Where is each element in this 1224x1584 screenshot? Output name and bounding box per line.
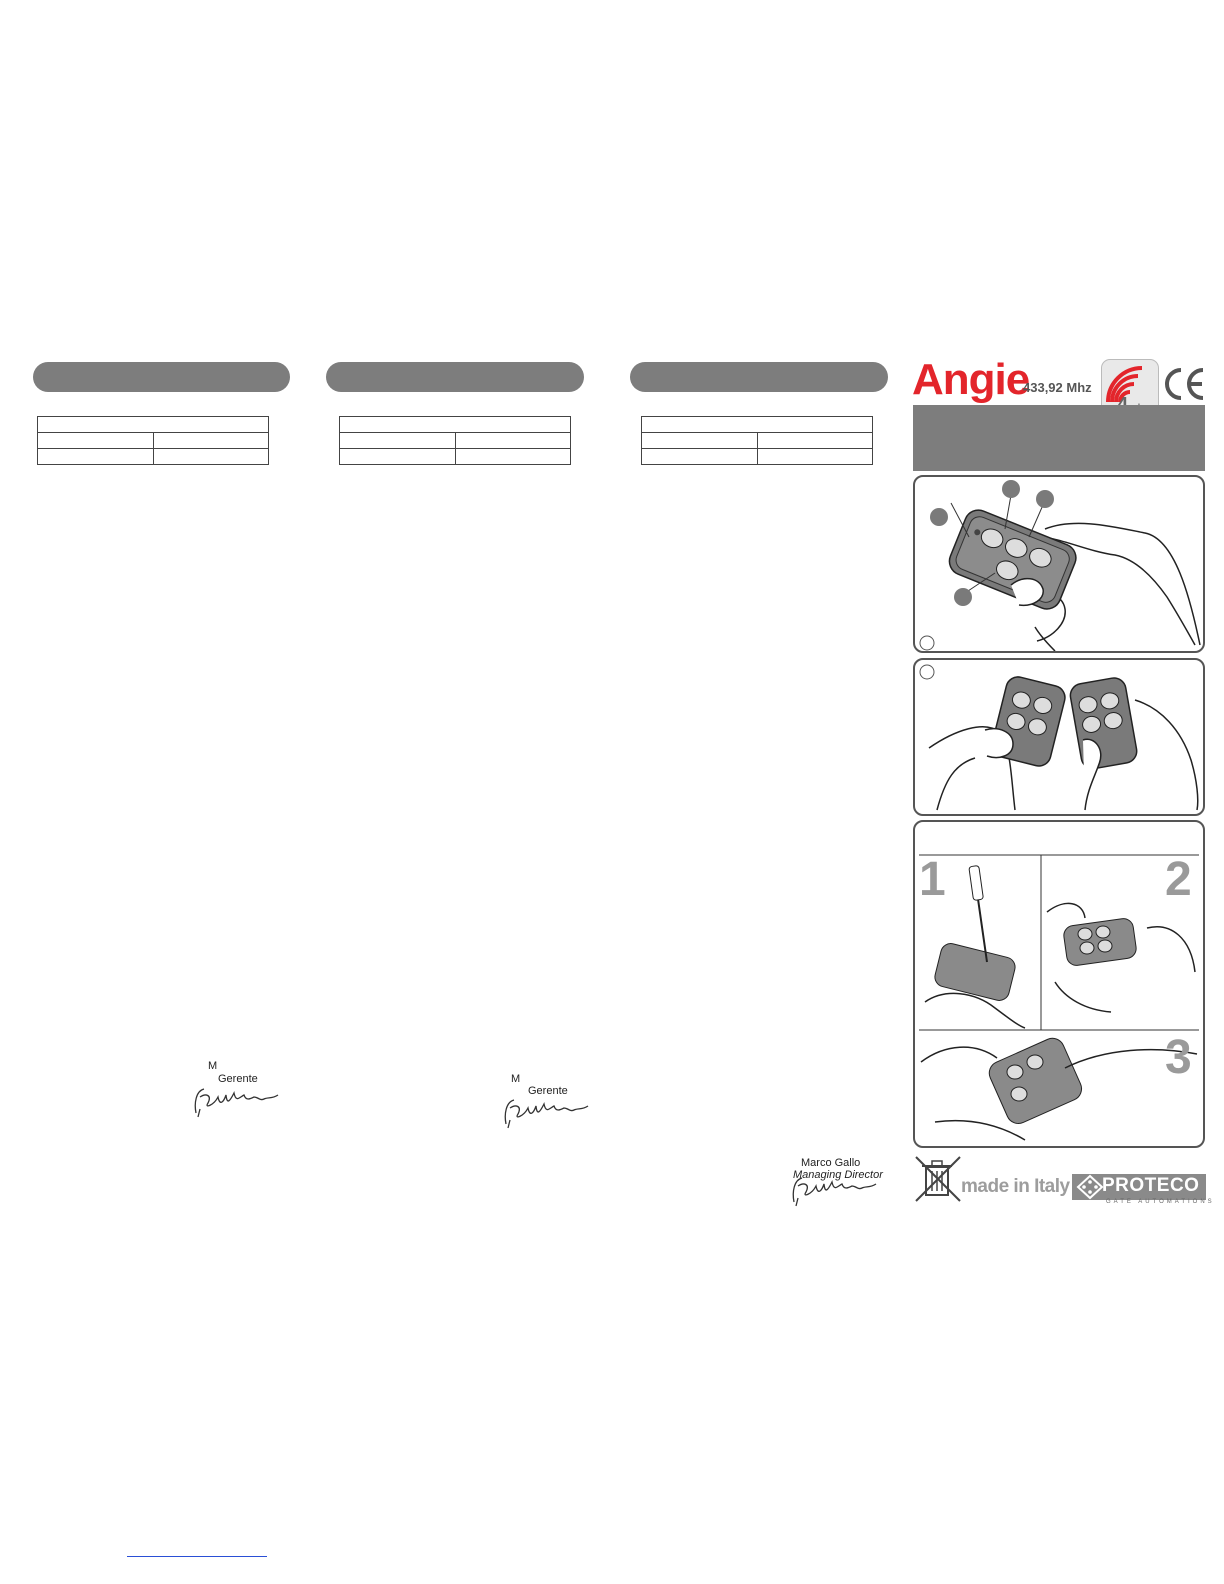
spec-cell (153, 433, 269, 449)
column-1-header-bar (33, 362, 290, 392)
handwritten-signature-3 (788, 1172, 883, 1210)
callout-marker (1002, 480, 1020, 498)
ce-mark-icon (1162, 366, 1208, 402)
steps-grid-lines (915, 822, 1203, 1146)
remote-diagram-panel (913, 475, 1205, 653)
column-3-header-bar (630, 362, 888, 392)
spec-cell (38, 433, 154, 449)
callout-marker (1036, 490, 1054, 508)
step-number-1: 1 (919, 853, 946, 906)
column-2-header-bar (326, 362, 584, 392)
spec-cell (340, 449, 456, 465)
crossed-bin-icon (912, 1153, 964, 1205)
brand-name: Angie (912, 355, 1030, 404)
spec-cell (455, 433, 571, 449)
spec-table-header-cell (340, 417, 571, 433)
handwritten-signature-1 (190, 1083, 285, 1121)
signature-3-name: Marco Gallo (801, 1157, 861, 1169)
two-remotes-illustration (915, 660, 1203, 814)
signature-1-role: Gerente (218, 1073, 258, 1085)
battery-steps-panel (913, 820, 1205, 1148)
spec-cell (757, 449, 873, 465)
spec-cell (642, 433, 758, 449)
company-name: PROTECO (1102, 1175, 1200, 1196)
copy-code-panel (913, 658, 1205, 816)
step-number-3: 3 (1165, 1031, 1192, 1084)
handwritten-signature-2 (500, 1094, 595, 1132)
callout-marker (954, 588, 972, 606)
company-tagline: GATE AUTOMATIONS (1106, 1199, 1215, 1205)
made-in-italy-label: made in Italy (961, 1176, 1070, 1197)
figure-marker (920, 636, 934, 650)
spec-cell (153, 449, 269, 465)
column-3-spec-table (641, 416, 873, 465)
spec-cell (455, 449, 571, 465)
spec-table-header-cell (642, 417, 873, 433)
callout-marker (930, 508, 948, 526)
spec-cell (642, 449, 758, 465)
spec-cell (38, 449, 154, 465)
figure-marker (920, 665, 934, 679)
footer-link-underline[interactable] (127, 1556, 267, 1557)
cover-title-band (913, 405, 1205, 471)
signature-3-role: Managing Director (793, 1169, 883, 1181)
step-number-2: 2 (1165, 853, 1192, 906)
signature-2-role: Gerente (528, 1085, 568, 1097)
column-2-spec-table (339, 416, 571, 465)
frequency-label: 433,92 Mhz (1023, 380, 1092, 395)
signature-2-initial: M (511, 1073, 521, 1085)
spec-table-header-cell (38, 417, 269, 433)
column-1-spec-table (37, 416, 269, 465)
signature-1-initial: M (208, 1060, 218, 1072)
spec-cell (340, 433, 456, 449)
remote-in-hand-illustration (915, 477, 1203, 651)
spec-cell (757, 433, 873, 449)
